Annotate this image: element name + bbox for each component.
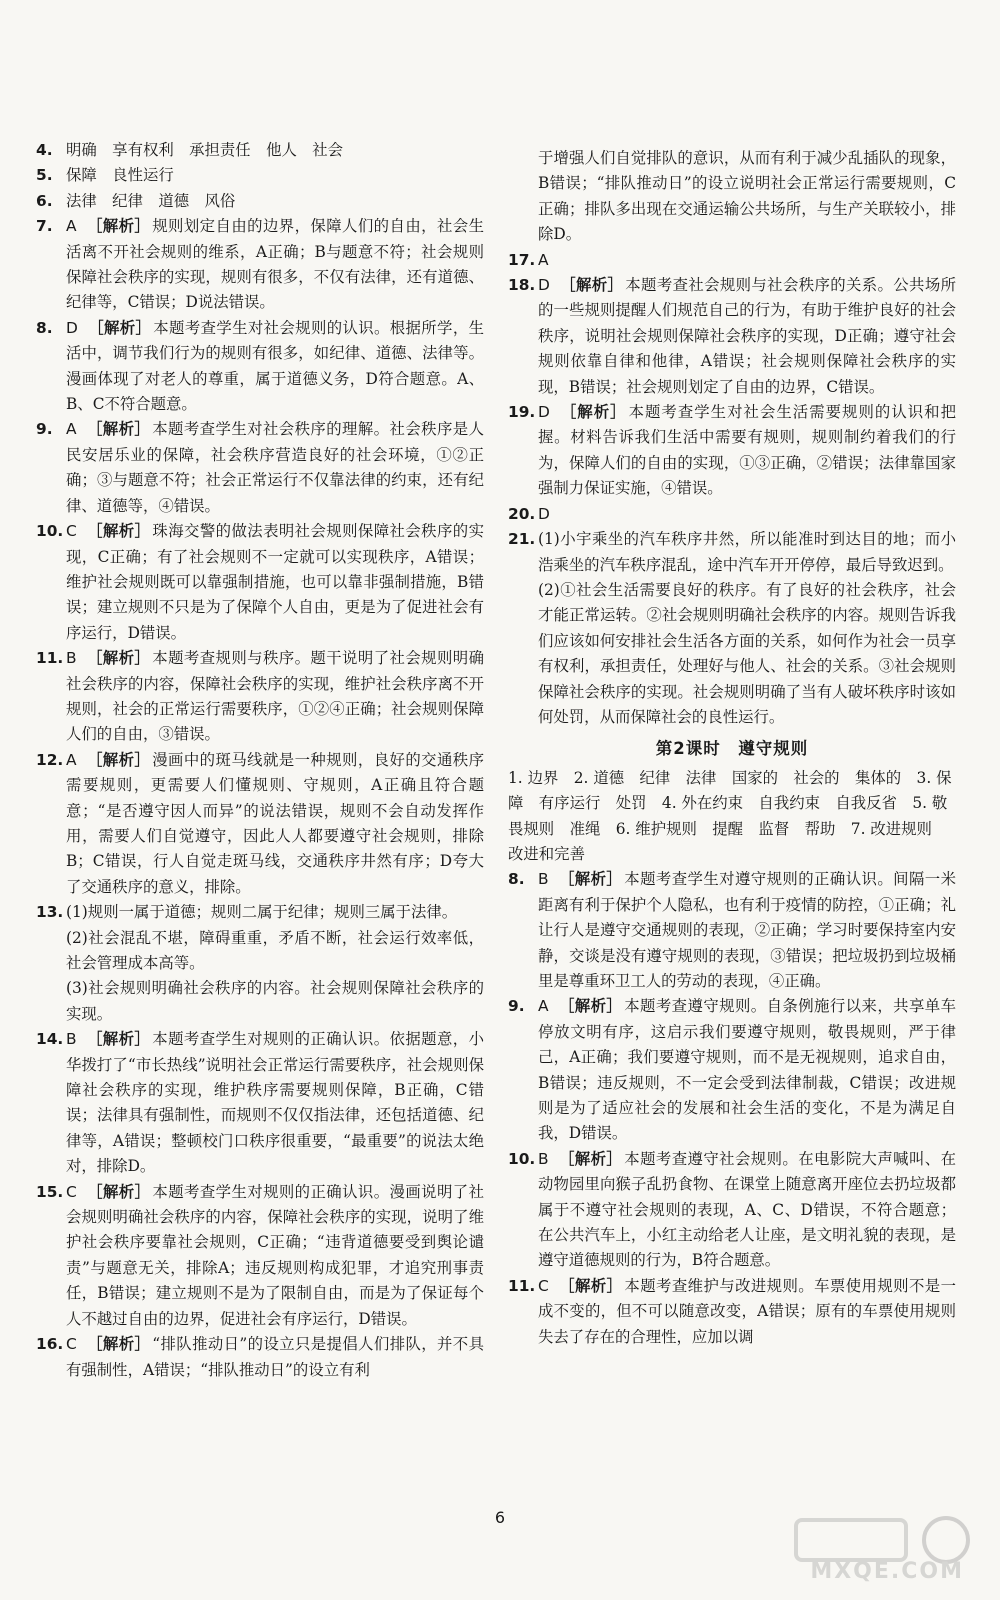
answer-item-6: 6. 法律 纪律 道德 风俗 (36, 191, 236, 210)
answer-part: (1)小宇乘坐的汽车秩序井然，所以能准时到达目的地；而小浩乘坐的汽车秩序混乱，途中汽车开开停停，最后导致迟到。 (538, 530, 956, 574)
answer-item-15: 15. C ［解析］ 本题考查学生对规则的正确认识。漫画说明了社会规则明确社会秩序的内容，保障社会秩序的实现，说明了维护社会秩序要靠社会规则，C正确；“违背道德要受到舆论谴责”与题意无关，排除A；违反规则构成犯罪，才追究刑事责任，B错误；建立规则不是为了限制自由，而是为了保证每个人不越过自由的边界，促进社会有序运行，D错误。 (36, 1182, 484, 1328)
answer-item-16-continued: 于增强人们自觉排队的意识，从而有利于减少乱插队的现象，B错误；“排队推动日”的设立说明社会正常运行需要规则，C正确；排队多出现在交通运输公共场所，与生产关联较小，排除D。 (538, 149, 956, 244)
answer-item-9: 9. A ［解析］ 本题考查学生对社会秩序的理解。社会秩序是人民安居乐业的保障，社会秩序营造良好的社会环境，①②正确；③与题意不符；社会正常运行不仅靠法律的约束，还有纪律、道德等，④错误。 (36, 420, 484, 515)
answer-part: (2)①社会生活需要良好的秩序。有了良好的社会秩序，社会才能正常运转。②社会规则明确社会秩序的内容。规则告诉我们应该如何安排社会生活各方面的关系，如何作为社会一员享有权利，承担责任，处理好与他人、社会的关系。③社会规则保障社会秩序的实现。社会规则明确了当有人破坏秩序时该如何处罚，从而保障社会的良性运行。 (538, 580, 956, 726)
answer-part: (2)社会混乱不堪，障碍重重，矛盾不断，社会运行效率低，社会管理成本高等。 (66, 928, 484, 972)
answer-item-21: 21. (1)小宇乘坐的汽车秩序井然，所以能准时到达目的地；而小浩乘坐的汽车秩序混乱，途中汽车开开停停，最后导致迟到。 (2)①社会生活需要良好的秩序。有了良好的社会秩序，社会才能正常运转。②社会规则明确社会秩序的内容。规则告诉我们应该如何安排社会生活各方面的关系，如何作为社会一员享有权利，承担责任，处理好与他人、社会的关系。③社会规则保障社会秩序的实现。社会规则明确了当有人破坏秩序时该如何处罚，从而保障社会的良性运行。 (508, 527, 956, 730)
answer-item-13: 13. (1)规则一属于道德；规则二属于纪律；规则三属于法律。 (2)社会混乱不堪，障碍重重，矛盾不断，社会运行效率低，社会管理成本高等。 (3)社会规则明确社会秩序的内容。社会规则保障社会秩序的实现。 (36, 900, 484, 1027)
section2-item-8: 8. B ［解析］ 本题考查学生对遵守规则的正确认识。间隔一米距离有利于保护个人隐私，也有利于疫情的防控，①正确；礼让行人是遵守交通规则的表现，②正确；学习时要保持室内安静，交谈是没有遵守规则的表现，③错误；把垃圾扔到垃圾桶里是尊重环卫工人的劳动的表现，④正确。 (508, 870, 956, 990)
answer-item-4: 4. 明确 享有权利 承担责任 他人 社会 (36, 141, 344, 159)
answer-item-7: 7. A ［解析］ 规则划定自由的边界，保障人们的自由，社会生活离不开社会规则的维系，A正确；B与题意不符；社会规则保障社会秩序的实现，规则有很多，不仅有法律，还有道德、纪律等，C错误；D说法错误。 (36, 217, 484, 312)
section2-item-10: 10. B ［解析］ 本题考查遵守社会规则。在电影院大声喊叫、在动物园里向猴子乱扔食物、在课堂上随意离开座位去扔垃圾都属于不遵守社会规则的表现，A、C、D错误，不符合题意；在公共汽车上，小红主动给老人让座，是文明礼貌的表现，是遵守道德规则的行为，B符合题意。 (508, 1149, 956, 1270)
watermark-domain: MXQE.COM (810, 1559, 964, 1584)
watermark-logo (786, 1512, 986, 1592)
fill-in-answers: 1. 边界 2. 道德 纪律 法律 国家的 社会的 集体的 3. 保障 有序运行 处罚 4. 外在约束 自我约束 自我反省 5. 敬畏规则 准绳 6. 维护规则 提醒 监督 帮助 7. 改进规则 改进和完善 (508, 768, 952, 863)
answer-part: (3)社会规则明确社会秩序的内容。社会规则保障社会秩序的实现。 (66, 979, 484, 1023)
page-number: 6 (494, 1508, 506, 1527)
answer-item-20: 20. D (508, 504, 550, 523)
section2-item-9: 9. A ［解析］ 本题考查遵守规则。自条例施行以来，共享单车停放文明有序，这启示我们要遵守规则，敬畏规则，严于律己，A正确；我们要遵守规则，而不是无视规则，追求自由，B错误；违反规则，不一定会受到法律制裁，C错误；改进规则是为了适应社会的发展和社会生活的变化，不是为满足自我，D错误。 (508, 997, 956, 1143)
left-column (36, 138, 484, 1383)
answer-item-14: 14. B ［解析］ 本题考查学生对规则的正确认识。依据题意，小华拨打了“市长热线”说明社会正常运行需要秩序，社会规则保障社会秩序的实现，维护秩序需要规则保障，B正确，C错误；法律具有强制性，而规则不仅仅指法律，还包括道德、纪律等，A错误；整顿校门口秩序很重要，“最重要”的说法太绝对，排除D。 (36, 1030, 484, 1176)
answer-item-18: 18. D ［解析］ 本题考查社会规则与社会秩序的关系。公共场所的一些规则提醒人们规范自己的行为，有助于维护良好的社会秩序，说明社会规则保障社会秩序的实现，D正确；遵守社会规则依靠自律和他律，A错误；社会规则保障社会秩序的实现，B错误；社会规则划定了自由的边界，C错误。 (508, 276, 956, 396)
answer-item-16: 16. C ［解析］ “排队推动日”的设立只是提倡人们排队，并不具有强制性，A错误；“排队推动日”的设立有利 (36, 1335, 484, 1379)
answer-part: (1)规则一属于道德；规则二属于纪律；规则三属于法律。 (66, 903, 458, 922)
answer-item-17: 17. A (508, 250, 549, 269)
answer-item-12: 12. A ［解析］ 漫画中的斑马线就是一种规则，良好的交通秩序需要规则，更需要人们懂规则、守规则，A正确且符合题意；“是否遵守因人而异”的说法错误，规则不会自动发挥作用，需要人们自觉遵守，因此人人都要遵守社会规则，排除B；C错误，行人自觉走斑马线，交通秩序井然有序；D夸大了交通秩序的意义，排除。 (36, 750, 484, 896)
right-column (508, 146, 956, 1350)
answer-item-10: 10. C ［解析］ 珠海交警的做法表明社会规则保障社会秩序的实现，C正确；有了社会规则不一定就可以实现秩序，A错误；维护社会规则既可以靠强制措施，也可以靠非强制措施，B错误；建立规则不只是为了保障个人自由，更是为了促进社会有序运行，D错误。 (36, 522, 484, 642)
answer-item-11: 11. B ［解析］ 本题考查规则与秩序。题干说明了社会规则明确社会秩序的内容，保障社会秩序的实现，维护社会秩序离不开规则，社会的正常运行需要秩序，①②④正确；社会规则保障人们的自由，③错误。 (36, 649, 484, 744)
section2-item-11: 11. C ［解析］ 本题考查维护与改进规则。车票使用规则不是一成不变的，但不可以随意改变，A错误；原有的车票使用规则失去了存在的合理性，应加以调 (508, 1276, 956, 1346)
answer-item-8: 8. D ［解析］ 本题考查学生对社会规则的认识。根据所学，生活中，调节我们行为的规则有很多，如纪律、道德、法律等。漫画体现了对老人的尊重，属于道德义务，D符合题意。A、B、C不符合题意。 (36, 318, 484, 414)
answer-item-5: 5. 保障 良性运行 (36, 166, 174, 185)
section-title: 第2课时 遵守规则 (655, 739, 809, 759)
answer-item-19: 19. D ［解析］ 本题考查学生对社会生活需要规则的认识和把握。材料告诉我们生活中需要有规则，规则制约着我们的行为，保障人们的自由的实现，①③正确，②错误；法律靠国家强制力保证实施，④错误。 (508, 403, 956, 498)
